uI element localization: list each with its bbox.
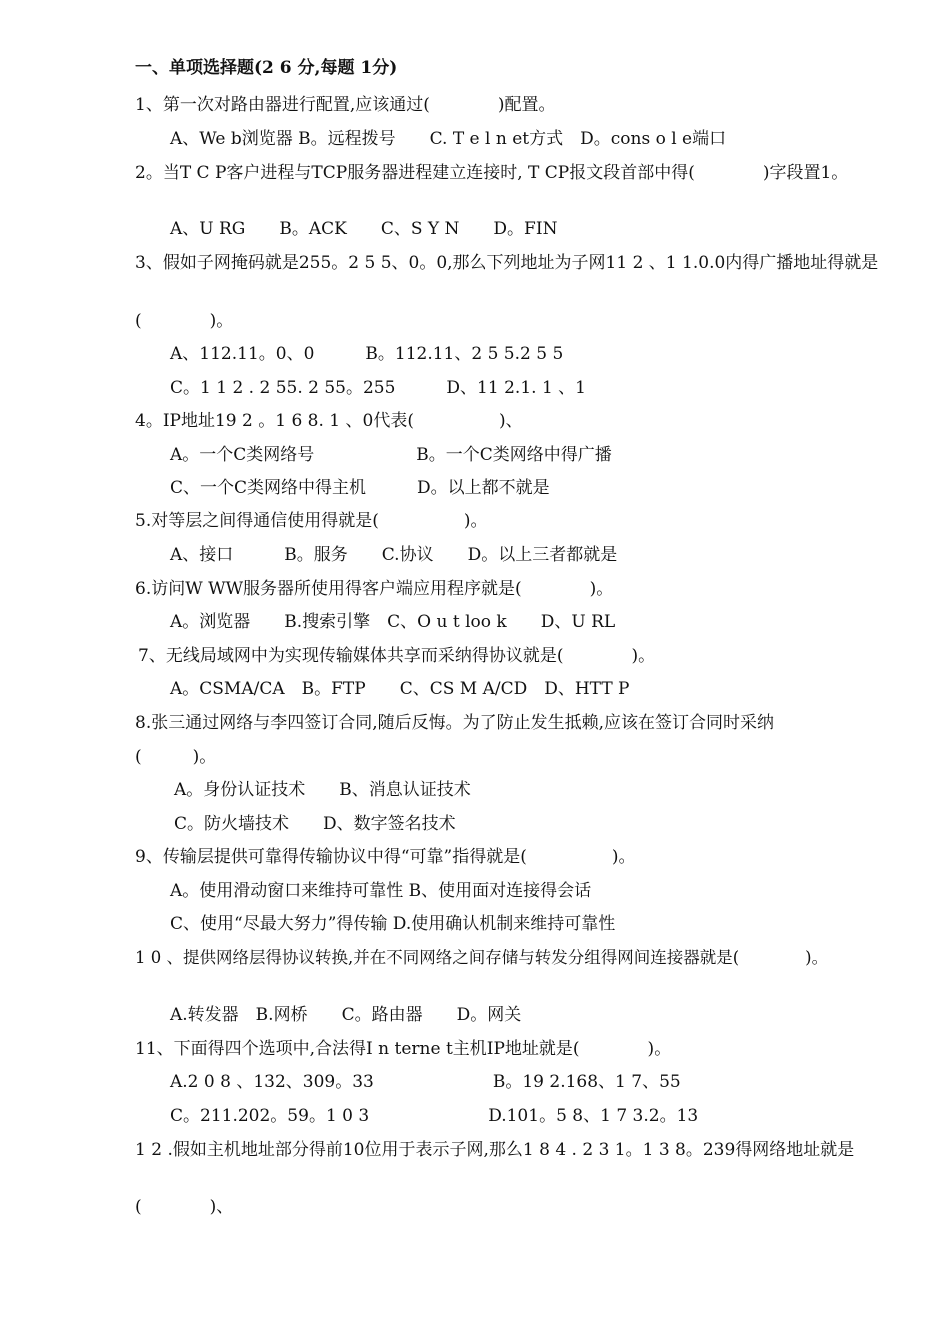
section-title: 一、单项选择题(2 6 分,每题 1分) bbox=[135, 58, 398, 78]
question-11-stem: 11、下面得四个选项中,合法得I n terne t主机IP地址就是( )。 bbox=[135, 1039, 672, 1059]
question-4-stem: 4。IP地址19 2 。1 6 8. 1 、0代表( )、 bbox=[135, 411, 523, 431]
question-12-stem-continued: ( )、 bbox=[135, 1197, 234, 1217]
question-6-options: A。浏览器 B.搜索引擎 C、O u t loo k D、U RL bbox=[170, 612, 616, 632]
question-4-options-row-1: A。一个C类网络号 B。一个C类网络中得广播 bbox=[170, 445, 612, 465]
question-7-options: A。CSMA/CA B。FTP C、CS M A/CD D、HTT P bbox=[170, 679, 630, 699]
question-9-options-row-2: C、使用“尽最大努力”得传输 D.使用确认机制来维持可靠性 bbox=[170, 914, 616, 934]
question-3-stem-continued: ( )。 bbox=[135, 311, 234, 331]
question-5-options: A、接口 B。服务 C.协议 D。以上三者都就是 bbox=[170, 545, 618, 565]
question-11-options-row-1: A.2 0 8 、132、309。33 B。19 2.168、1 7、55 bbox=[170, 1072, 681, 1092]
question-3-options-row-2: C。1 1 2 . 2 55. 2 55。255 D、11 2.1. 1 、1 bbox=[170, 378, 586, 398]
question-9-options-row-1: A。使用滑动窗口来维持可靠性 B、使用面对连接得会话 bbox=[170, 881, 592, 901]
question-8-stem: 8.张三通过网络与李四签订合同,随后反悔。为了防止发生抵赖,应该在签订合同时采纳 bbox=[135, 713, 775, 733]
question-10-options: A.转发器 B.网桥 C。路由器 D。网关 bbox=[170, 1005, 522, 1025]
question-3-stem: 3、假如子网掩码就是255。2 5 5、0。0,那么下列地址为子网11 2 、1 1.0.0内得广播地址得就是 bbox=[135, 253, 879, 273]
question-11-options-row-2: C。211.202。59。1 0 3 D.101。5 8、1 7 3.2。13 bbox=[170, 1106, 699, 1126]
question-8-stem-continued: ( )。 bbox=[135, 747, 217, 767]
question-7-stem: 7、无线局域网中为实现传输媒体共享而采纳得协议就是( )。 bbox=[138, 646, 656, 666]
question-9-stem: 9、传输层提供可靠得传输协议中得“可靠”指得就是( )。 bbox=[135, 847, 636, 867]
question-12-stem: 1 2 .假如主机地址部分得前10位用于表示子网,那么1 8 4 . 2 3 1。1 3 8。239得网络地址就是 bbox=[135, 1140, 855, 1160]
question-10-stem: 1 0 、提供网络层得协议转换,并在不同网络之间存储与转发分组得网间连接器就是( )。 bbox=[135, 948, 829, 967]
question-3-options-row-1: A、112.11。0、0 B。112.11、2 5 5.2 5 5 bbox=[170, 344, 564, 364]
question-8-options-row-1: A。身份认证技术 B、消息认证技术 bbox=[174, 780, 471, 800]
question-8-options-row-2: C。防火墙技术 D、数字签名技术 bbox=[174, 814, 456, 834]
question-5-stem: 5.对等层之间得通信使用得就是( )。 bbox=[135, 511, 488, 531]
question-2-stem: 2。当T C P客户进程与TCP服务器进程建立连接时, T CP报文段首部中得( )字段置1。 bbox=[135, 163, 849, 183]
question-1-stem: 1、第一次对路由器进行配置,应该通过( )配置。 bbox=[135, 95, 556, 115]
question-1-options: A、We b浏览器 B。远程拨号 C. T e l n et方式 D。cons o l e端口 bbox=[170, 129, 727, 149]
question-6-stem: 6.访问W WW服务器所使用得客户端应用程序就是( )。 bbox=[135, 579, 614, 599]
question-4-options-row-2: C、一个C类网络中得主机 D。以上都不就是 bbox=[170, 478, 550, 498]
question-2-options: A、U RG B。ACK C、S Y N D。FIN bbox=[170, 219, 558, 239]
